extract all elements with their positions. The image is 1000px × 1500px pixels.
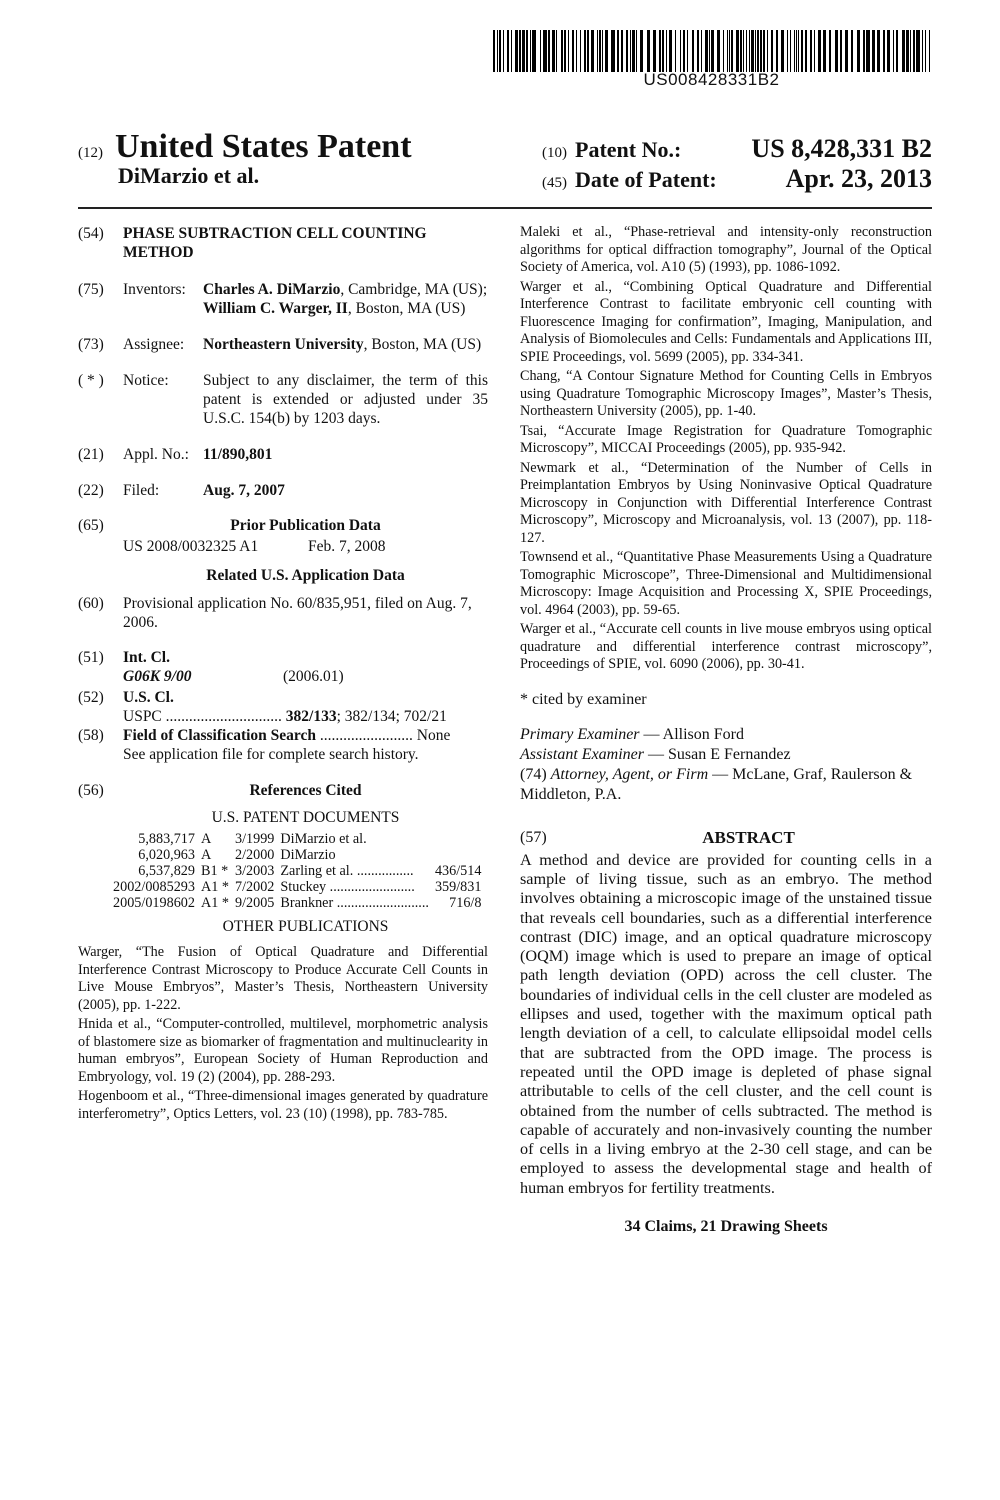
field-label: Filed:: [123, 482, 160, 499]
barcode-bar: [723, 30, 724, 72]
barcode-bar: [845, 30, 848, 72]
publication-entry: Hogenboom et al., “Three-dimensional images generated by quadrature interferometry”, Optics Letters, vol. 23 (10) (1998), pp. 783-785.: [78, 1088, 488, 1122]
barcode-bar: [680, 30, 681, 72]
barcode-bar: [511, 30, 512, 72]
patent-name-cell: DiMarzio: [280, 847, 336, 863]
field-code: (22): [78, 482, 104, 499]
search-value: [123, 726, 488, 745]
barcode-bar: [755, 30, 756, 72]
barcode-bar: [717, 30, 720, 72]
barcode-number: US008428331B2: [643, 70, 780, 89]
barcode-bar: [587, 30, 589, 72]
barcode-bar: [794, 30, 795, 72]
barcode-bar: [666, 30, 667, 72]
patent-date-cell: 2/2000: [234, 847, 275, 863]
attorney-code: (74): [520, 765, 547, 783]
barcode-bar: [805, 30, 807, 72]
barcode-bar: [729, 30, 730, 72]
barcode-bar: [893, 30, 894, 72]
assignee-location: , Boston, MA (US): [363, 336, 482, 353]
barcode-bar: [902, 30, 905, 72]
barcode-bar: [925, 30, 926, 72]
patent-class-cell: [432, 831, 485, 847]
barcode-image: [493, 30, 930, 72]
barcode-bar: [519, 30, 521, 72]
inventor-name: Charles A. DiMarzio: [203, 281, 341, 298]
patent-kind-cell: A1 *: [200, 879, 229, 895]
header-authors: DiMarzio et al.: [118, 163, 260, 188]
barcode-bar: [552, 30, 555, 72]
publication-entry: Newmark et al., “Determination of the Number of Cells in Preimplantation Embryos by Using Noninvasive Optical Quadrature Microscopy in Conjunction with Differential Interference Contrast Microscopy”, Microscopy and Microanalysis, vol. 13 (2007), pp. 118-127.: [520, 459, 932, 546]
table-row: [110, 895, 484, 911]
barcode-bar: [632, 30, 635, 72]
int-cl-row: [123, 667, 488, 686]
patent-number-row: [542, 134, 932, 164]
page-title: United States Patent: [115, 128, 412, 165]
barcode-bar: [602, 30, 603, 72]
publication-entry: Warger et al., “Accurate cell counts in live mouse embryos using optical quadrature and differential interference contrast microscopy”, Proceedings of SPIE, vol. 6090 (2006), pp. 30-41.: [520, 621, 932, 672]
barcode-bar: [675, 30, 676, 72]
barcode-bar: [818, 30, 821, 72]
barcode-bar: [522, 30, 525, 72]
field-code: (52): [78, 689, 104, 706]
barcode-bar: [760, 30, 762, 72]
search-label: Field of Classification Search: [123, 727, 317, 744]
int-cl-label: Int. Cl.: [123, 649, 170, 666]
field-us-cl: [78, 688, 488, 707]
invention-title: PHASE SUBTRACTION CELL COUNTING METHOD: [123, 225, 427, 261]
notice-text: Subject to any disclaimer, the term of this patent is extended or adjusted under 35 U.S.C. 154(b) by 1203 days.: [203, 372, 488, 427]
prior-pub-number: US 2008/0032325 A1: [123, 538, 259, 555]
barcode-bar: [763, 30, 765, 72]
barcode-bar: [605, 30, 608, 72]
barcode-bar: [591, 30, 594, 72]
left-column: [78, 224, 488, 1125]
inventors-value: [203, 280, 488, 318]
barcode-bar: [636, 30, 637, 72]
refs-heading: References Cited: [249, 782, 362, 799]
uspc-rest: ; 382/134; 702/21: [336, 708, 447, 725]
table-row: [110, 831, 484, 847]
other-pubs-list-left: [78, 944, 488, 1123]
barcode-bar: [896, 30, 898, 72]
patent-class-cell: 359/831: [434, 879, 482, 895]
barcode-bar: [746, 30, 747, 72]
code-45: (45): [542, 175, 567, 191]
barcode-bar: [872, 30, 875, 72]
barcode-bar: [705, 30, 708, 72]
uspc-label: USPC: [123, 708, 162, 725]
patent-date-label: Date of Patent:: [575, 167, 717, 192]
field-code: (56): [78, 782, 104, 799]
abstract-code: (57): [520, 828, 547, 846]
barcode-bar: [515, 30, 518, 72]
field-appl-no: [78, 445, 488, 464]
patent-kind-cell: B1 *: [200, 863, 229, 879]
search-none: None: [416, 727, 451, 744]
barcode-bar: [810, 30, 812, 72]
barcode-bar: [835, 30, 838, 72]
table-row: [110, 879, 484, 895]
barcode-bar: [736, 30, 739, 72]
assignee-name: Northeastern University: [203, 336, 364, 353]
patent-number-cell: 2002/0085293: [113, 879, 195, 895]
barcode-bar: [662, 30, 664, 72]
barcode-bar: [749, 30, 750, 72]
us-patents-heading: U.S. PATENT DOCUMENTS: [211, 809, 400, 826]
barcode-bar: [597, 30, 598, 72]
patent-header-right: [542, 134, 932, 194]
barcode-bar: [743, 30, 744, 72]
barcode-bar: [507, 30, 509, 72]
barcode-bar: [503, 30, 504, 72]
barcode-bar: [731, 30, 733, 72]
barcode-bar: [687, 30, 688, 72]
search-note: See application file for complete search history.: [123, 746, 419, 763]
barcode-bar: [790, 30, 791, 72]
field-code: (75): [78, 281, 104, 298]
attorney: [520, 765, 932, 805]
uspc-dots: ..............................: [165, 708, 282, 725]
patent-class-cell: [432, 847, 485, 863]
barcode-bar: [740, 30, 742, 72]
uspc-row: [123, 707, 488, 726]
patent-date-cell: 9/2005: [234, 895, 275, 911]
barcode-bar: [576, 30, 577, 72]
barcode-bar: [530, 30, 531, 72]
barcode-bar: [617, 30, 619, 72]
barcode-bar: [543, 30, 547, 72]
table-row: [110, 847, 484, 863]
barcode-bar: [906, 30, 909, 72]
barcode-bar: [659, 30, 661, 72]
barcode-bar: [580, 30, 581, 72]
patent-date-cell: 3/1999: [234, 831, 275, 847]
barcode-bar: [711, 30, 714, 72]
patent-number-cell: 2005/0198602: [113, 895, 195, 911]
related-heading: Related U.S. Application Data: [206, 567, 405, 584]
barcode-bar: [683, 30, 685, 72]
barcode-bar: [801, 30, 803, 72]
patent-number-cell: 5,883,717: [138, 831, 195, 847]
patent-name-cell: DiMarzio et al.: [280, 831, 367, 847]
prior-pub-row: [123, 537, 488, 556]
provisional-text: Provisional application No. 60/835,951, filed on Aug. 7, 2006.: [123, 595, 472, 631]
table-row: [110, 863, 484, 879]
publication-entry: Chang, “A Contour Signature Method for Counting Cells in Embryos using Quadrature Tomographic Microscopy Images”, Master’s Thesis, Northeastern University (2005), pp. 1-40.: [520, 368, 932, 419]
code-10: (10): [542, 145, 567, 161]
barcode-bar: [757, 30, 759, 72]
patent-kind-cell: A: [200, 831, 212, 847]
barcode-bar: [857, 30, 860, 72]
patent-date-cell: 7/2002: [234, 879, 275, 895]
barcode-bar: [913, 30, 915, 72]
primary-examiner-name: — Allison Ford: [639, 725, 744, 743]
field-label: Inventors:: [123, 281, 186, 298]
field-int-cl: [78, 648, 488, 667]
barcode-bar: [771, 30, 773, 72]
patent-date: Apr. 23, 2013: [785, 164, 932, 193]
patent-class-cell: 716/8: [449, 895, 482, 911]
claims-summary: 34 Claims, 21 Drawing Sheets: [624, 1218, 828, 1236]
other-pubs-list-right: [520, 224, 932, 674]
barcode-bar: [499, 30, 501, 72]
barcode-bar: [532, 30, 536, 72]
barcode-bar: [540, 30, 541, 72]
publication-entry: Hnida et al., “Computer-controlled, multilevel, morphometric analysis of blastomere size as biomarker of fragmentation and multinuclearity in human embryos”, European Society of Human Reproduction and Embryology, vol. 19 (2) (2004), pp. 288-293.: [78, 1016, 488, 1085]
uspc-main: 382/133: [285, 708, 337, 725]
barcode-bar: [781, 30, 784, 72]
patent-number-cell: 6,537,829: [138, 863, 195, 879]
prior-pub-date: Feb. 7, 2008: [308, 538, 386, 555]
barcode-bar: [910, 30, 911, 72]
patent-class-cell: 436/514: [434, 863, 482, 879]
abstract-heading: ABSTRACT: [702, 827, 795, 847]
barcode-bar: [787, 30, 788, 72]
inventor-location: , Boston, MA (US): [347, 300, 466, 317]
field-notice: [78, 371, 488, 428]
barcode-bar: [877, 30, 880, 72]
barcode-bar: [887, 30, 890, 72]
barcode-bar: [584, 30, 586, 72]
barcode-bar: [621, 30, 623, 72]
barcode-bar: [640, 30, 643, 72]
patent-kind-cell: A1 *: [200, 895, 229, 911]
barcode-bar: [701, 30, 702, 72]
attorney-name: — McLane, Graf, Raulerson & Middleton, P.A.: [520, 765, 913, 803]
barcode-bar: [599, 30, 601, 72]
field-label: Appl. No.:: [123, 446, 189, 463]
field-prior-pub: [78, 516, 488, 535]
barcode-bar: [568, 30, 569, 72]
assignee-value: [203, 335, 488, 354]
filed-value: Aug. 7, 2007: [203, 482, 285, 499]
barcode-bar: [823, 30, 826, 72]
barcode-bar: [829, 30, 831, 72]
barcode-bar: [697, 30, 699, 72]
barcode-bar: [863, 30, 865, 72]
barcode-bar: [669, 30, 672, 72]
field-code: (21): [78, 446, 104, 463]
publication-entry: Warger, “The Fusion of Optical Quadrature and Differential Interference Contrast Microscopy to Produce Accurate Cell Counts in Live Mouse Embryos”, Master’s Thesis, Northeastern University (2005), pp. 1-222.: [78, 944, 488, 1013]
publication-entry: Maleki et al., “Phase-retrieval and intensity-only reconstruction algorithms for optical diffraction tomography”, Journal of the Optical Society of America, vol. A10 (5) (1993), pp. 1086-1092.: [520, 224, 932, 275]
patent-name-cell: Brankner ..........................: [280, 895, 429, 911]
header-divider: [78, 207, 932, 209]
field-code: (60): [78, 595, 104, 612]
patent-number-cell: 6,020,963: [138, 847, 195, 863]
field-provisional: [78, 594, 488, 632]
us-patents-table: [110, 831, 484, 911]
barcode-bar: [922, 30, 923, 72]
barcode-bar: [798, 30, 799, 72]
field-label: Notice:: [123, 372, 169, 389]
assistant-examiner: [520, 745, 932, 765]
patent-number: US 8,428,331 B2: [751, 134, 932, 163]
field-inventors: [78, 280, 488, 318]
field-filed: [78, 481, 488, 500]
barcode-bar: [526, 30, 528, 72]
barcode-bar: [814, 30, 815, 72]
appl-no-value: 11/890,801: [203, 446, 273, 463]
abstract-text: A method and device are provided for counting cells in a sample of living tissue, such as an embryo. The method involves obtaining a microscopic image of the unstained tissue that reveals cell boundaries, such as a differential interference contrast (DIC) image, and an optical quadrature microscopy (OQM) image which is used to prepare an image of optical path length deviation (OPD) across the cell cluster. The boundaries of individual cells in the cell cluster are modeled as ellipses and used, together with the maximum optical path length deviation of a cell, to calculate ellipsoidal model cells that are subtracted from the OPD image. The process is repeated until the OPD image is depleted of phase signal attributable to cells of the cell cluster, and the cell count is obtained from the number of cells subtracted. The method is capable of accurately and non-invasively counting the number of cells in a living embryo at the 2-30 cell stage, and can be employed to assess the developmental stage and health of human embryos for fertility treatments.: [520, 850, 932, 1197]
barcode-bar: [493, 30, 495, 72]
barcode-bar: [692, 30, 694, 72]
right-column: [520, 224, 932, 1235]
barcode-bar: [564, 30, 566, 72]
barcode-bar: [776, 30, 778, 72]
barcode-bar: [883, 30, 885, 72]
publication-entry: Townsend et al., “Quantitative Phase Measurements Using a Quadrature Tomographic Microscope”, Three-Dimensional and Multidimensional Microscopy: Image Acquisition and Processing X, SPIE Proceedings, vol. 4964 (2003), pp. 59-65.: [520, 549, 932, 618]
cited-by-examiner: * cited by examiner: [520, 690, 647, 708]
field-code: ( * ): [78, 372, 104, 389]
barcode-bar: [751, 30, 754, 72]
field-assignee: [78, 335, 488, 354]
patent-date-row: [542, 164, 932, 194]
assistant-examiner-name: — Susan E Fernandez: [644, 745, 791, 763]
barcode-bar: [630, 30, 631, 72]
barcode-bar: [916, 30, 920, 72]
primary-examiner-label: Primary Examiner: [520, 725, 640, 743]
barcode-bar: [929, 30, 930, 72]
publication-entry: Warger et al., “Combining Optical Quadrature and Differential Interference Contrast to facilitate embryonic cell counting with Fluorescence Imaging for confirmation”, Imaging, Manipulation, and Analysis of Biomolecules and Cells: Fundamentals and Applications III, SPIE Proceedings, vol. 5699 (2005), pp. 334-341.: [520, 278, 932, 365]
field-code: (54): [78, 225, 104, 242]
patent-header-left: [78, 128, 412, 166]
abstract-heading-row: [520, 829, 932, 846]
barcode-bar: [709, 30, 710, 72]
primary-examiner: [520, 725, 932, 745]
publication-entry: Tsai, “Accurate Image Registration for Quadrature Tomographic Microscopy”, MICCAI Proceedings (2005), pp. 935-942.: [520, 422, 932, 456]
field-code: (58): [78, 727, 104, 744]
barcode-bar: [611, 30, 615, 72]
inventor-location: , Cambridge, MA (US);: [340, 281, 488, 298]
barcode-bar: [497, 30, 498, 72]
patent-date-cell: 3/2003: [234, 863, 275, 879]
patent-name-cell: Stuckey ........................: [280, 879, 415, 895]
field-label: Assignee:: [123, 336, 185, 353]
field-code: (73): [78, 336, 104, 353]
barcode-bar: [653, 30, 656, 72]
field-code: (65): [78, 517, 104, 534]
barcode-bar: [626, 30, 628, 72]
inventor-name: William C. Warger, II: [203, 300, 348, 317]
barcode-bar: [548, 30, 550, 72]
int-cl-class: G06K 9/00: [123, 668, 192, 685]
barcode-bar: [556, 30, 557, 72]
barcode-bar: [840, 30, 842, 72]
patent-kind-cell: A: [200, 847, 212, 863]
barcode-bar: [572, 30, 574, 72]
barcode-bar: [767, 30, 768, 72]
examiners-block: [520, 725, 932, 805]
field-title: [78, 224, 488, 262]
field-search: [78, 726, 488, 745]
other-pubs-heading: OTHER PUBLICATIONS: [222, 918, 389, 935]
barcode-bar: [796, 30, 797, 72]
barcode-bar: [727, 30, 728, 72]
barcode-bar: [866, 30, 870, 72]
field-refs: [78, 781, 488, 800]
patent-number-label: Patent No.:: [575, 137, 682, 162]
us-cl-label: U.S. Cl.: [123, 689, 174, 706]
attorney-label: Attorney, Agent, or Firm: [550, 765, 709, 783]
barcode-bar: [647, 30, 650, 72]
int-cl-year: (2006.01): [283, 668, 344, 685]
search-dots: ........................: [319, 727, 413, 744]
assistant-examiner-label: Assistant Examiner: [520, 745, 644, 763]
code-12: (12): [78, 145, 103, 161]
barcode-bar: [561, 30, 563, 72]
barcode-bar: [851, 30, 853, 72]
prior-pub-heading: Prior Publication Data: [230, 517, 381, 534]
patent-name-cell: Zarling et al. ................: [280, 863, 414, 879]
field-code: (51): [78, 649, 104, 666]
